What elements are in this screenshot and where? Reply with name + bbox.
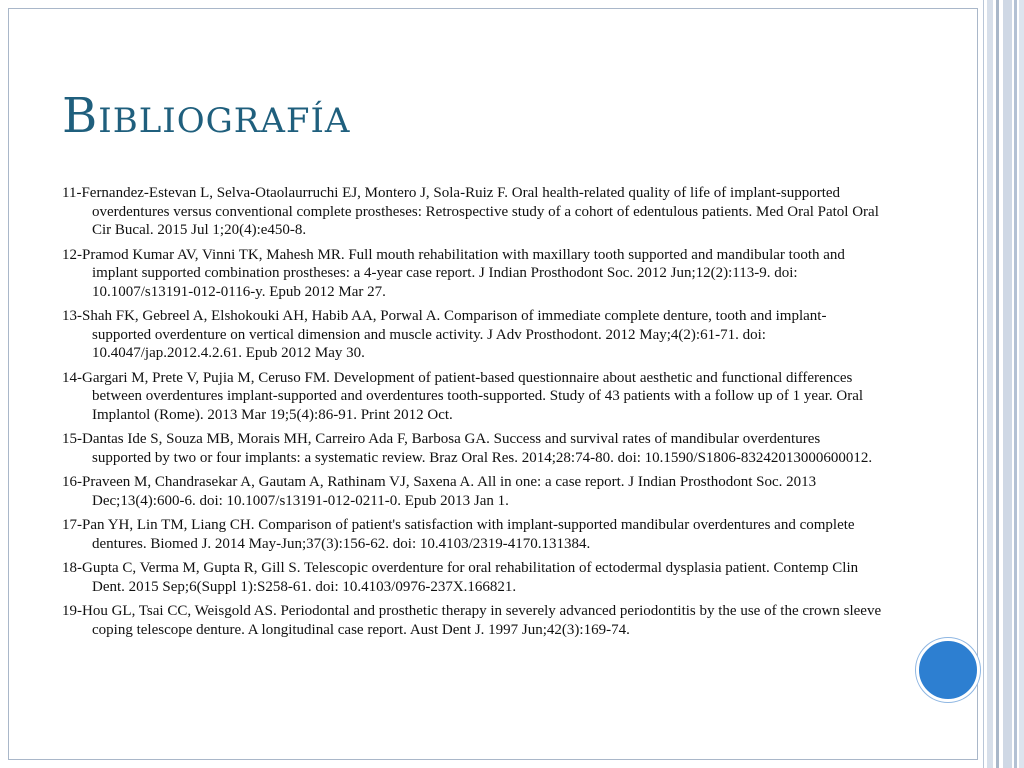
reference-item: 12-Pramod Kumar AV, Vinni TK, Mahesh MR. Full mouth rehabilitation with maxillary tooth supported and mandibular tooth and implant supported combination prostheses: a 4-year case report. J Indian Prosthodont Soc. 2012 Jun;12(2):113-9. doi: 10.1007/s13191-012-0116-y. Epub 2012 Mar 27. — [62, 246, 845, 300]
reference-item: 11-Fernandez-Estevan L, Selva-Otaolaurruchi EJ, Montero J, Sola-Ruiz F. Oral health-related quality of life of implant-supported overdentures versus conventional complete prostheses: Retrospective study of a cohort of edentulous patients. Med Oral Patol Oral Cir Bucal. 2015 Jul 1;20(4):e450-8. — [62, 185, 879, 238]
decorative-circle — [916, 638, 980, 702]
decorative-rail — [996, 0, 999, 768]
decorative-rail — [987, 0, 993, 768]
reference-item: 14-Gargari M, Prete V, Pujia M, Ceruso FM. Development of patient-based questionnaire about aesthetic and functional differences between overdentures implant-supported and overdentures tooth-supported. Study of 43 patients with a follow up of 1 year. Oral Implantol (Rome). 2013 Mar 19;5(4):86-91. Print 2012 Oct. — [62, 369, 864, 423]
decorative-rail — [1003, 0, 1012, 768]
reference-item: 15-Dantas Ide S, Souza MB, Morais MH, Carreiro Ada F, Barbosa GA. Success and survival rates of mandibular overdentures supported by two or four implants: a systematic review. Braz Oral Res. 2014;28:74-80. doi: 10.1590/S1806-83242013000600012. — [62, 431, 873, 466]
decorative-rail — [983, 0, 984, 768]
slide-title: Bibliografía — [62, 88, 351, 144]
decorative-rail — [1014, 0, 1017, 768]
reference-item: 17-Pan YH, Lin TM, Liang CH. Comparison of patient's satisfaction with implant-supported mandibular overdentures and complete dentures. Biomed J. 2014 May-Jun;37(3):156-62. doi: 10.4103/2319-4170.131384. — [62, 517, 855, 552]
reference-item: 16-Praveen M, Chandrasekar A, Gautam A, Rathinam VJ, Saxena A. All in one: a case report. J Indian Prosthodont Soc. 2013 Dec;13(4):600-6. doi: 10.1007/s13191-012-0211-0. Epub 2013 Jan 1. — [62, 474, 817, 509]
reference-item: 13-Shah FK, Gebreel A, Elshokouki AH, Habib AA, Porwal A. Comparison of immediate complete denture, tooth and implant-supported overdenture on vertical dimension and muscle activity. J Adv Prosthodont. 2012 May;4(2):61-71. doi: 10.4047/jap.2012.4.2.61. Epub 2012 May 30. — [62, 308, 827, 361]
decorative-rail — [1019, 0, 1024, 768]
reference-item: 18-Gupta C, Verma M, Gupta R, Gill S. Telescopic overdenture for oral rehabilitation of ectodermal dysplasia patient. Contemp Clin Dent. 2015 Sep;6(Suppl 1):S258-61. doi: 10.4103/0976-237X.166821. — [62, 560, 859, 595]
reference-list — [62, 184, 882, 645]
reference-item: 19-Hou GL, Tsai CC, Weisgold AS. Periodontal and prosthetic therapy in severely advanced periodontitis by the use of the crown sleeve coping telescope denture. A longitudinal case report. Aust Dent J. 1997 Jun;42(3):169-74. — [62, 603, 882, 638]
